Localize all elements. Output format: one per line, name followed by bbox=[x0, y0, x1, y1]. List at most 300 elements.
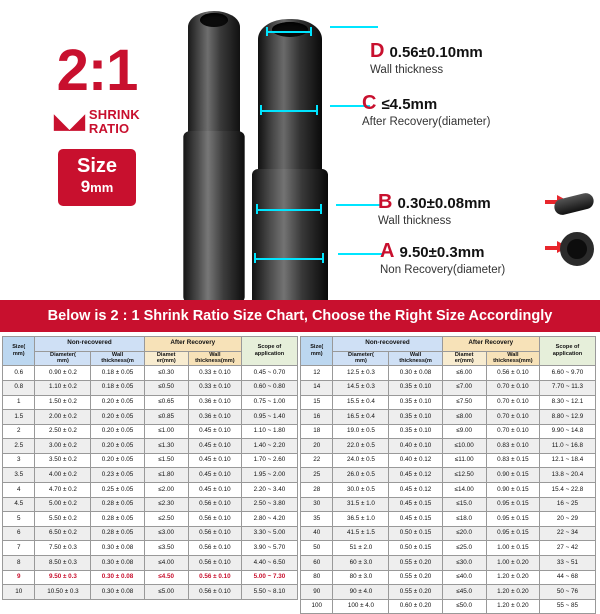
shrink-line-1: SHRINK bbox=[88, 107, 140, 122]
table-cell-5: 0.95 ~ 1.40 bbox=[241, 410, 297, 425]
table-row bbox=[3, 439, 298, 454]
measure-tick-d-left bbox=[266, 27, 268, 36]
th-adiameter-left bbox=[144, 351, 188, 366]
table-cell-1: 4.00 ± 0.2 bbox=[35, 468, 91, 483]
leader-line-a bbox=[338, 253, 382, 255]
table-cell-2: 0.30 ± 0.08 bbox=[389, 366, 442, 381]
table-cell-5: 12.1 ~ 18.4 bbox=[539, 453, 595, 468]
callout-c bbox=[362, 92, 490, 128]
table-cell-3: ≤1.30 bbox=[144, 439, 188, 454]
table-cell-0: 60 bbox=[301, 556, 333, 571]
size-table-left-body bbox=[3, 366, 298, 600]
table-cell-1: 9.50 ± 0.3 bbox=[35, 570, 91, 585]
table-cell-0: 0.6 bbox=[3, 366, 35, 381]
table-cell-0: 6 bbox=[3, 526, 35, 541]
tube-recovered-body bbox=[183, 131, 244, 303]
table-cell-1: 2.50 ± 0.2 bbox=[35, 424, 91, 439]
callout-b-letter: B bbox=[378, 191, 393, 213]
table-cell-2: 0.55 ± 0.20 bbox=[389, 585, 442, 600]
table-cell-0: 18 bbox=[301, 424, 333, 439]
table-cell-1: 2.00 ± 0.2 bbox=[35, 410, 91, 425]
table-cell-3: ≤5.00 bbox=[144, 585, 188, 600]
table-cell-5: 44 ~ 68 bbox=[539, 570, 595, 585]
th-size-left bbox=[3, 337, 35, 366]
table-cell-3: ≤2.30 bbox=[144, 497, 188, 512]
table-cell-4: 0.45 ± 0.10 bbox=[188, 483, 241, 498]
measure-tick-b-right bbox=[320, 204, 322, 214]
th-size-left-l2: mm) bbox=[12, 351, 25, 358]
measure-mark-d bbox=[266, 31, 312, 33]
table-cell-2: 0.20 ± 0.05 bbox=[91, 424, 144, 439]
table-cell-5: 6.60 ~ 9.70 bbox=[539, 366, 595, 381]
table-cell-4: 0.56 ± 0.10 bbox=[188, 512, 241, 527]
table-cell-5: 0.45 ~ 0.70 bbox=[241, 366, 297, 381]
table-row bbox=[301, 585, 596, 600]
th-scope-right-l2: application bbox=[552, 351, 583, 358]
table-cell-2: 0.45 ± 0.12 bbox=[389, 483, 442, 498]
table-cell-0: 25 bbox=[301, 468, 333, 483]
table-cell-5: 2.20 ~ 3.40 bbox=[241, 483, 297, 498]
th-wall-right-l1: Wall bbox=[409, 351, 422, 358]
table-cell-0: 2 bbox=[3, 424, 35, 439]
table-cell-4: 0.70 ± 0.10 bbox=[486, 410, 539, 425]
table-cell-2: 0.55 ± 0.20 bbox=[389, 570, 442, 585]
size-badge-label: Size bbox=[76, 155, 118, 178]
table-group-header-row bbox=[3, 337, 298, 352]
table-cell-1: 26.0 ± 0.5 bbox=[333, 468, 389, 483]
table-cell-1: 10.50 ± 0.3 bbox=[35, 585, 91, 600]
table-row bbox=[301, 395, 596, 410]
table-cell-2: 0.45 ± 0.12 bbox=[389, 468, 442, 483]
table-cell-3: ≤8.00 bbox=[442, 410, 486, 425]
callout-c-sub: After Recovery(diameter) bbox=[362, 116, 491, 128]
table-row bbox=[301, 556, 596, 571]
tube-recovered bbox=[188, 11, 240, 296]
table-cell-3: ≤25.0 bbox=[442, 541, 486, 556]
table-cell-0: 28 bbox=[301, 483, 333, 498]
table-cell-0: 7 bbox=[3, 541, 35, 556]
callout-b bbox=[378, 191, 491, 227]
table-row bbox=[3, 541, 298, 556]
th-diameter-right-l2: mm) bbox=[355, 358, 367, 365]
th-scope-left bbox=[241, 337, 297, 366]
table-cell-1: 3.50 ± 0.2 bbox=[35, 453, 91, 468]
table-cell-2: 0.30 ± 0.08 bbox=[91, 570, 144, 585]
table-cell-1: 1.50 ± 0.2 bbox=[35, 395, 91, 410]
th-wall-right-l2: thickness(m bbox=[399, 358, 432, 365]
table-cell-4: 0.56 ± 0.10 bbox=[486, 366, 539, 381]
table-cell-2: 0.40 ± 0.12 bbox=[389, 453, 442, 468]
table-cell-5: 1.95 ~ 2.00 bbox=[241, 468, 297, 483]
table-cell-4: 0.95 ± 0.15 bbox=[486, 512, 539, 527]
table-cell-0: 4 bbox=[3, 483, 35, 498]
tube-unrecovered-body bbox=[252, 169, 328, 311]
table-cell-0: 80 bbox=[301, 570, 333, 585]
shrink-arrows-icon: ◣◢ bbox=[54, 110, 85, 133]
table-cell-1: 80 ± 3.0 bbox=[333, 570, 389, 585]
th-scope-left-l2: application bbox=[254, 351, 285, 358]
measure-tick-c-right bbox=[316, 105, 318, 115]
table-cell-4: 0.56 ± 0.10 bbox=[188, 585, 241, 600]
table-row bbox=[301, 453, 596, 468]
table-cell-2: 0.35 ± 0.10 bbox=[389, 410, 442, 425]
callout-d bbox=[370, 40, 483, 76]
shrink-line-2: RATIO bbox=[88, 120, 130, 136]
th-afterrecovery-right: After Recovery bbox=[442, 337, 539, 352]
size-table-right-body bbox=[301, 366, 596, 614]
table-cell-4: 0.56 ± 0.10 bbox=[188, 556, 241, 571]
table-cell-3: ≤45.0 bbox=[442, 585, 486, 600]
th-size-right bbox=[301, 337, 333, 366]
table-cell-2: 0.35 ± 0.10 bbox=[389, 395, 442, 410]
th-awall-right bbox=[486, 351, 539, 366]
table-cell-3: ≤3.00 bbox=[144, 526, 188, 541]
leader-line-d bbox=[330, 26, 378, 28]
table-cell-0: 35 bbox=[301, 512, 333, 527]
table-cell-0: 4.5 bbox=[3, 497, 35, 512]
table-cell-5: 22 ~ 34 bbox=[539, 526, 595, 541]
table-cell-1: 6.50 ± 0.2 bbox=[35, 526, 91, 541]
table-cell-5: 3.90 ~ 5.70 bbox=[241, 541, 297, 556]
table-cell-0: 9 bbox=[3, 570, 35, 585]
measure-tick-b-left bbox=[256, 204, 258, 214]
table-cell-4: 0.70 ± 0.10 bbox=[486, 395, 539, 410]
table-cell-3: ≤30.0 bbox=[442, 556, 486, 571]
table-cell-0: 20 bbox=[301, 439, 333, 454]
table-cell-3: ≤15.0 bbox=[442, 497, 486, 512]
measure-tick-d-right bbox=[310, 27, 312, 36]
table-row bbox=[301, 483, 596, 498]
table-row bbox=[301, 380, 596, 395]
product-hero bbox=[0, 0, 600, 300]
table-cell-0: 0.8 bbox=[3, 380, 35, 395]
table-cell-0: 90 bbox=[301, 585, 333, 600]
table-cell-1: 31.5 ± 1.0 bbox=[333, 497, 389, 512]
table-cell-2: 0.60 ± 0.20 bbox=[389, 599, 442, 614]
table-row bbox=[3, 410, 298, 425]
table-cell-5: 27 ~ 42 bbox=[539, 541, 595, 556]
table-row bbox=[301, 541, 596, 556]
table-cell-3: ≤0.30 bbox=[144, 366, 188, 381]
callout-d-sub: Wall thickness bbox=[370, 64, 444, 76]
callout-a-sub: Non Recovery(diameter) bbox=[380, 264, 506, 276]
table-cell-5: 1.40 ~ 2.20 bbox=[241, 439, 297, 454]
table-cell-2: 0.18 ± 0.05 bbox=[91, 380, 144, 395]
th-awall-left-l1: Wall bbox=[209, 351, 221, 358]
table-row bbox=[301, 599, 596, 614]
table-cell-5: 1.70 ~ 2.60 bbox=[241, 453, 297, 468]
table-cell-3: ≤3.50 bbox=[144, 541, 188, 556]
table-cell-4: 0.90 ± 0.15 bbox=[486, 468, 539, 483]
table-cell-1: 8.50 ± 0.3 bbox=[35, 556, 91, 571]
table-row bbox=[3, 497, 298, 512]
table-cell-4: 1.00 ± 0.15 bbox=[486, 541, 539, 556]
th-size-right-l1: Size( bbox=[310, 344, 324, 351]
table-cell-3: ≤2.50 bbox=[144, 512, 188, 527]
callout-d-letter: D bbox=[370, 40, 385, 62]
th-awall-left bbox=[188, 351, 241, 366]
table-cell-0: 12 bbox=[301, 366, 333, 381]
th-wall-left-l2: thickness(m bbox=[101, 358, 134, 365]
tube-cross-section-icon bbox=[560, 232, 594, 266]
table-row bbox=[301, 424, 596, 439]
table-cell-3: ≤4.00 bbox=[144, 556, 188, 571]
table-cell-4: 0.95 ± 0.15 bbox=[486, 526, 539, 541]
table-cell-3: ≤0.85 bbox=[144, 410, 188, 425]
table-cell-3: ≤14.00 bbox=[442, 483, 486, 498]
table-row bbox=[301, 439, 596, 454]
table-cell-0: 14 bbox=[301, 380, 333, 395]
table-cell-5: 0.60 ~ 0.80 bbox=[241, 380, 297, 395]
table-cell-5: 2.50 ~ 3.80 bbox=[241, 497, 297, 512]
table-row bbox=[3, 468, 298, 483]
red-indicator-bar-bottom bbox=[545, 246, 557, 250]
table-cell-5: 20 ~ 29 bbox=[539, 512, 595, 527]
table-cell-4: 0.70 ± 0.10 bbox=[486, 380, 539, 395]
th-wall-right bbox=[389, 351, 442, 366]
th-diameter-right bbox=[333, 351, 389, 366]
table-cell-2: 0.30 ± 0.08 bbox=[91, 556, 144, 571]
table-cell-3: ≤1.80 bbox=[144, 468, 188, 483]
table-cell-4: 1.20 ± 0.20 bbox=[486, 585, 539, 600]
ratio-info-block bbox=[22, 38, 172, 206]
table-cell-5: 50 ~ 76 bbox=[539, 585, 595, 600]
table-cell-4: 0.83 ± 0.15 bbox=[486, 453, 539, 468]
table-cell-3: ≤20.0 bbox=[442, 526, 486, 541]
table-row bbox=[3, 424, 298, 439]
table-cell-4: 0.45 ± 0.10 bbox=[188, 439, 241, 454]
table-cell-4: 0.36 ± 0.10 bbox=[188, 395, 241, 410]
th-adiameter-left-l2: er(mm) bbox=[156, 358, 176, 365]
table-cell-5: 2.80 ~ 4.20 bbox=[241, 512, 297, 527]
table-cell-1: 16.5 ± 0.4 bbox=[333, 410, 389, 425]
table-cell-1: 3.00 ± 0.2 bbox=[35, 439, 91, 454]
table-cell-5: 5.50 ~ 8.10 bbox=[241, 585, 297, 600]
measure-tick-a-right bbox=[322, 253, 324, 263]
table-cell-3: ≤0.65 bbox=[144, 395, 188, 410]
table-row bbox=[301, 512, 596, 527]
table-cell-0: 10 bbox=[3, 585, 35, 600]
th-size-left-l1: Size( bbox=[12, 344, 26, 351]
th-afterrecovery-left: After Recovery bbox=[144, 337, 241, 352]
table-cell-0: 1.5 bbox=[3, 410, 35, 425]
table-cell-3: ≤1.50 bbox=[144, 453, 188, 468]
table-row bbox=[301, 366, 596, 381]
table-row bbox=[3, 556, 298, 571]
table-cell-1: 14.5 ± 0.3 bbox=[333, 380, 389, 395]
table-cell-0: 3 bbox=[3, 453, 35, 468]
table-cell-0: 40 bbox=[301, 526, 333, 541]
table-cell-5: 33 ~ 51 bbox=[539, 556, 595, 571]
table-group-header-row bbox=[301, 337, 596, 352]
table-row bbox=[3, 570, 298, 585]
table-cell-4: 0.70 ± 0.10 bbox=[486, 424, 539, 439]
th-awall-right-l1: Wall bbox=[507, 351, 519, 358]
size-chart-tables bbox=[0, 336, 600, 610]
table-cell-4: 1.20 ± 0.20 bbox=[486, 570, 539, 585]
table-cell-0: 3.5 bbox=[3, 468, 35, 483]
table-cell-5: 8.30 ~ 12.1 bbox=[539, 395, 595, 410]
table-cell-4: 0.56 ± 0.10 bbox=[188, 526, 241, 541]
table-cell-4: 0.45 ± 0.10 bbox=[188, 453, 241, 468]
table-row bbox=[3, 585, 298, 600]
th-size-right-l2: mm) bbox=[310, 351, 323, 358]
th-diameter-left bbox=[35, 351, 91, 366]
table-cell-0: 100 bbox=[301, 599, 333, 614]
table-cell-1: 12.5 ± 0.3 bbox=[333, 366, 389, 381]
table-cell-2: 0.45 ± 0.15 bbox=[389, 512, 442, 527]
table-cell-5: 9.90 ~ 14.8 bbox=[539, 424, 595, 439]
shrink-ratio-label bbox=[22, 108, 172, 135]
table-cell-0: 1 bbox=[3, 395, 35, 410]
table-cell-4: 0.95 ± 0.15 bbox=[486, 497, 539, 512]
table-cell-5: 8.80 ~ 12.9 bbox=[539, 410, 595, 425]
table-row bbox=[301, 497, 596, 512]
table-cell-0: 22 bbox=[301, 453, 333, 468]
th-adiameter-right-l1: Diamet bbox=[454, 351, 474, 358]
table-row bbox=[301, 468, 596, 483]
table-cell-0: 30 bbox=[301, 497, 333, 512]
table-cell-1: 1.10 ± 0.2 bbox=[35, 380, 91, 395]
table-cell-4: 0.56 ± 0.10 bbox=[188, 497, 241, 512]
shrink-ratio-text bbox=[89, 108, 140, 135]
table-cell-5: 4.40 ~ 6.50 bbox=[241, 556, 297, 571]
size-number: 9 bbox=[80, 177, 91, 197]
table-cell-2: 0.28 ± 0.05 bbox=[91, 526, 144, 541]
table-cell-3: ≤1.00 bbox=[144, 424, 188, 439]
table-cell-3: ≤40.0 bbox=[442, 570, 486, 585]
table-cell-1: 15.5 ± 0.4 bbox=[333, 395, 389, 410]
table-row bbox=[3, 483, 298, 498]
table-cell-5: 55 ~ 85 bbox=[539, 599, 595, 614]
table-cell-2: 0.25 ± 0.05 bbox=[91, 483, 144, 498]
table-cell-3: ≤7.50 bbox=[442, 395, 486, 410]
table-cell-2: 0.20 ± 0.05 bbox=[91, 410, 144, 425]
table-cell-1: 41.5 ± 1.5 bbox=[333, 526, 389, 541]
table-cell-5: 3.30 ~ 5.00 bbox=[241, 526, 297, 541]
callout-a-value: 9.50±0.3mm bbox=[399, 244, 485, 261]
table-cell-4: 0.36 ± 0.10 bbox=[188, 410, 241, 425]
th-scope-left-l1: Scope of bbox=[257, 344, 282, 351]
table-cell-2: 0.20 ± 0.05 bbox=[91, 395, 144, 410]
table-row bbox=[301, 570, 596, 585]
table-cell-2: 0.35 ± 0.10 bbox=[389, 380, 442, 395]
table-cell-0: 2.5 bbox=[3, 439, 35, 454]
table-row bbox=[3, 526, 298, 541]
table-cell-3: ≤11.00 bbox=[442, 453, 486, 468]
table-cell-5: 0.75 ~ 1.00 bbox=[241, 395, 297, 410]
table-cell-2: 0.18 ± 0.05 bbox=[91, 366, 144, 381]
table-cell-3: ≤4.50 bbox=[144, 570, 188, 585]
th-diameter-left-l2: mm) bbox=[57, 358, 69, 365]
table-cell-4: 0.56 ± 0.10 bbox=[188, 570, 241, 585]
size-table-left bbox=[2, 336, 298, 600]
th-wall-left bbox=[91, 351, 144, 366]
table-cell-4: 1.20 ± 0.20 bbox=[486, 599, 539, 614]
table-row bbox=[301, 526, 596, 541]
table-cell-3: ≤10.00 bbox=[442, 439, 486, 454]
table-cell-4: 0.33 ± 0.10 bbox=[188, 380, 241, 395]
table-cell-1: 4.70 ± 0.2 bbox=[35, 483, 91, 498]
table-cell-5: 15.4 ~ 22.8 bbox=[539, 483, 595, 498]
table-cell-4: 0.45 ± 0.10 bbox=[188, 468, 241, 483]
table-cell-1: 90 ± 4.0 bbox=[333, 585, 389, 600]
table-cell-0: 8 bbox=[3, 556, 35, 571]
size-table-right bbox=[300, 336, 596, 614]
table-cell-5: 1.10 ~ 1.80 bbox=[241, 424, 297, 439]
table-cell-0: 5 bbox=[3, 512, 35, 527]
measure-mark-c bbox=[260, 110, 318, 112]
table-cell-3: ≤12.50 bbox=[442, 468, 486, 483]
callout-c-value: ≤4.5mm bbox=[381, 96, 438, 113]
th-adiameter-right-l2: er(mm) bbox=[454, 358, 474, 365]
table-cell-2: 0.28 ± 0.05 bbox=[91, 497, 144, 512]
table-cell-2: 0.45 ± 0.15 bbox=[389, 497, 442, 512]
table-cell-2: 0.20 ± 0.05 bbox=[91, 453, 144, 468]
measure-mark-b bbox=[256, 209, 322, 211]
table-cell-1: 30.0 ± 0.5 bbox=[333, 483, 389, 498]
table-cell-3: ≤2.00 bbox=[144, 483, 188, 498]
table-cell-2: 0.30 ± 0.08 bbox=[91, 585, 144, 600]
size-chart-banner: Below is 2 : 1 Shrink Ratio Size Chart, Choose the Right Size Accordingly bbox=[0, 300, 600, 332]
callout-d-value: 0.56±0.10mm bbox=[389, 44, 483, 61]
callout-b-sub: Wall thickness bbox=[378, 215, 452, 227]
th-scope-right-l1: Scope of bbox=[555, 344, 580, 351]
table-cell-0: 16 bbox=[301, 410, 333, 425]
table-cell-5: 5.00 ~ 7.30 bbox=[241, 570, 297, 585]
size-unit: mm bbox=[90, 180, 114, 196]
table-cell-1: 5.50 ± 0.2 bbox=[35, 512, 91, 527]
callout-a bbox=[380, 240, 505, 276]
th-nonrecovered-left: Non-recovered bbox=[35, 337, 144, 352]
table-cell-1: 22.0 ± 0.5 bbox=[333, 439, 389, 454]
th-diameter-right-l1: Diameter( bbox=[348, 351, 374, 358]
table-cell-3: ≤18.0 bbox=[442, 512, 486, 527]
table-cell-5: 11.0 ~ 16.8 bbox=[539, 439, 595, 454]
callout-b-value: 0.30±0.08mm bbox=[397, 195, 491, 212]
th-nonrecovered-right: Non-recovered bbox=[333, 337, 442, 352]
table-row bbox=[3, 366, 298, 381]
table-cell-3: ≤6.00 bbox=[442, 366, 486, 381]
table-cell-4: 1.00 ± 0.20 bbox=[486, 556, 539, 571]
th-adiameter-right bbox=[442, 351, 486, 366]
size-chart-left bbox=[2, 336, 298, 600]
table-cell-2: 0.55 ± 0.20 bbox=[389, 556, 442, 571]
table-cell-0: 15 bbox=[301, 395, 333, 410]
th-wall-left-l1: Wall bbox=[111, 351, 124, 358]
table-row bbox=[3, 453, 298, 468]
table-cell-3: ≤50.0 bbox=[442, 599, 486, 614]
table-cell-2: 0.23 ± 0.05 bbox=[91, 468, 144, 483]
tube-unrecovered bbox=[258, 19, 322, 297]
table-row bbox=[3, 380, 298, 395]
size-badge bbox=[58, 149, 136, 205]
table-cell-1: 36.5 ± 1.0 bbox=[333, 512, 389, 527]
size-chart-right bbox=[300, 336, 596, 610]
table-row bbox=[3, 512, 298, 527]
th-scope-right bbox=[539, 337, 595, 366]
table-cell-4: 0.56 ± 0.10 bbox=[188, 541, 241, 556]
measure-mark-a bbox=[254, 258, 324, 260]
measure-tick-a-left bbox=[254, 253, 256, 263]
callout-a-letter: A bbox=[380, 240, 395, 262]
table-cell-4: 0.33 ± 0.10 bbox=[188, 366, 241, 381]
table-cell-1: 100 ± 4.0 bbox=[333, 599, 389, 614]
table-cell-5: 13.8 ~ 20.4 bbox=[539, 468, 595, 483]
th-awall-right-l2: thickness(mm) bbox=[493, 358, 533, 365]
table-cell-2: 0.40 ± 0.10 bbox=[389, 439, 442, 454]
table-cell-4: 0.90 ± 0.15 bbox=[486, 483, 539, 498]
